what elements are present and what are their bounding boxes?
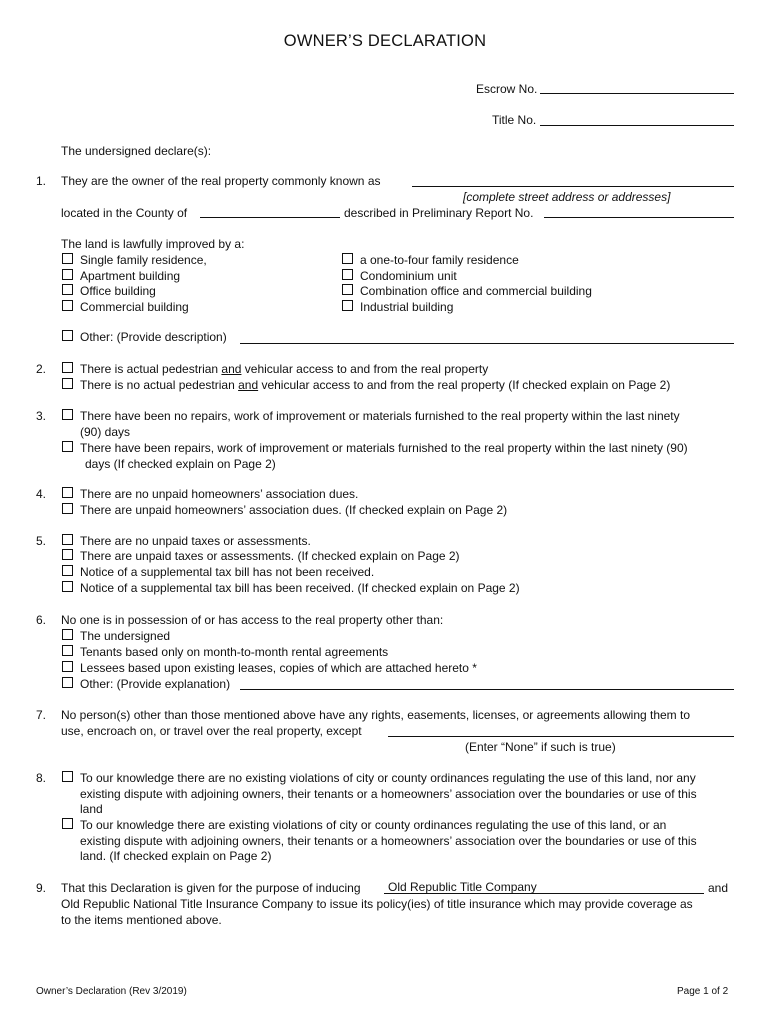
- section-9-line1-post: and: [708, 881, 729, 895]
- violations-line1: To our knowledge there are existing violations of city or county ordinances regulating the use of this land, or an: [80, 818, 667, 832]
- lessees-checkbox[interactable]: [62, 661, 73, 672]
- escrow-number-field[interactable]: [540, 93, 734, 94]
- section-8-number: 8.: [36, 771, 47, 785]
- violations-line3: land. (If checked explain on Page 2): [80, 849, 272, 863]
- violations-line2: existing dispute with adjoining owners, their tenants or a homeowners’ association over the boundaries or use of this: [80, 834, 697, 848]
- access-no-checkbox[interactable]: [62, 378, 73, 389]
- no-violations-checkbox[interactable]: [62, 771, 73, 782]
- unpaid-taxes-label: There are unpaid taxes or assessments. (If checked explain on Page 2): [80, 549, 460, 563]
- no-supplemental-bill-checkbox[interactable]: [62, 565, 73, 576]
- supplemental-bill-label: Notice of a supplemental tax bill has been received. (If checked explain on Page 2): [80, 581, 520, 595]
- property-address-field[interactable]: [412, 186, 734, 187]
- month-to-month-tenants-checkbox[interactable]: [62, 645, 73, 656]
- apartment-label: Apartment building: [80, 269, 181, 283]
- no-violations-line1: To our knowledge there are no existing violations of city or county ordinances regulating the use of this land, nor any: [80, 771, 696, 785]
- no-hoa-dues-checkbox[interactable]: [62, 487, 73, 498]
- intro-text: The undersigned declare(s):: [61, 144, 212, 158]
- repairs-label-line2: days (If checked explain on Page 2): [85, 457, 276, 471]
- no-unpaid-taxes-checkbox[interactable]: [62, 534, 73, 545]
- hoa-dues-checkbox[interactable]: [62, 503, 73, 514]
- violations-checkbox[interactable]: [62, 818, 73, 829]
- undersigned-checkbox[interactable]: [62, 629, 73, 640]
- section-2-number: 2.: [36, 362, 47, 376]
- except-field[interactable]: [388, 736, 734, 737]
- section-6-text: No one is in possession of or has access to the real property other than:: [61, 613, 444, 627]
- office-label: Office building: [80, 284, 156, 298]
- commercial-checkbox[interactable]: [62, 300, 73, 311]
- address-hint: [complete street address or addresses]: [463, 190, 671, 204]
- section-9-line1-pre: That this Declaration is given for the purpose of inducing: [61, 881, 361, 895]
- county-label: located in the County of: [61, 206, 188, 220]
- industrial-checkbox[interactable]: [342, 300, 353, 311]
- access-yes-label: There is actual pedestrian and vehicular access to and from the real property: [80, 362, 489, 376]
- combination-office-commercial-checkbox[interactable]: [342, 284, 353, 295]
- footer-page-number: Page 1 of 2: [677, 986, 729, 997]
- section-4-number: 4.: [36, 487, 47, 501]
- access-no-label: There is no actual pedestrian and vehicular access to and from the real property (If checked explain on Page 2): [80, 378, 671, 392]
- no-supplemental-bill-label: Notice of a supplemental tax bill has not been received.: [80, 565, 375, 579]
- escrow-label: Escrow No.: [476, 82, 538, 96]
- other-possession-label: Other: (Provide explanation): [80, 677, 231, 691]
- title-no-label: Title No.: [492, 113, 537, 127]
- no-violations-line3: land: [80, 802, 103, 816]
- no-repairs-checkbox[interactable]: [62, 409, 73, 420]
- one-to-four-family-checkbox[interactable]: [342, 253, 353, 264]
- no-hoa-dues-label: There are no unpaid homeowners’ association dues.: [80, 487, 359, 501]
- other-possession-checkbox[interactable]: [62, 677, 73, 688]
- commercial-label: Commercial building: [80, 300, 189, 314]
- section-7-line1: No person(s) other than those mentioned above have any rights, easements, licenses, or agreements allowing them to: [61, 708, 691, 722]
- report-label: described in Preliminary Report No.: [344, 206, 534, 220]
- month-to-month-tenants-label: Tenants based only on month-to-month rental agreements: [80, 645, 389, 659]
- no-unpaid-taxes-label: There are no unpaid taxes or assessments.: [80, 534, 311, 548]
- section-1-text: They are the owner of the real property commonly known as: [61, 174, 381, 188]
- section-7-number: 7.: [36, 708, 47, 722]
- other-improvement-field[interactable]: [240, 343, 734, 344]
- repairs-label-line1: There have been repairs, work of improvement or materials furnished to the real property within the last ninety (90): [80, 441, 688, 455]
- single-family-label: Single family residence,: [80, 253, 207, 267]
- no-repairs-label-line2: (90) days: [80, 425, 131, 439]
- section-6-number: 6.: [36, 613, 47, 627]
- lessees-label: Lessees based upon existing leases, copies of which are attached hereto *: [80, 661, 477, 675]
- other-improvement-label: Other: (Provide description): [80, 330, 227, 344]
- hoa-dues-label: There are unpaid homeowners’ association dues. (If checked explain on Page 2): [80, 503, 508, 517]
- supplemental-bill-checkbox[interactable]: [62, 581, 73, 592]
- preliminary-report-field[interactable]: [544, 217, 734, 218]
- section-9-number: 9.: [36, 881, 47, 895]
- repairs-checkbox[interactable]: [62, 441, 73, 452]
- industrial-label: Industrial building: [360, 300, 454, 314]
- title-number-field[interactable]: [540, 125, 734, 126]
- combination-office-commercial-label: Combination office and commercial building: [360, 284, 592, 298]
- section-7-line2: use, encroach on, or travel over the real property, except: [61, 724, 362, 738]
- section-3-number: 3.: [36, 409, 47, 423]
- condominium-label: Condominium unit: [360, 269, 457, 283]
- no-repairs-label-line1: There have been no repairs, work of improvement or materials furnished to the real property within the last ninety: [80, 409, 680, 423]
- office-checkbox[interactable]: [62, 284, 73, 295]
- unpaid-taxes-checkbox[interactable]: [62, 549, 73, 560]
- county-field[interactable]: [200, 217, 340, 218]
- access-yes-checkbox[interactable]: [62, 362, 73, 373]
- one-to-four-family-label: a one-to-four family residence: [360, 253, 519, 267]
- undersigned-label: The undersigned: [80, 629, 171, 643]
- footer-form-name: Owner’s Declaration (Rev 3/2019): [36, 986, 187, 997]
- no-violations-line2: existing dispute with adjoining owners, their tenants or a homeowners’ association over the boundaries or use of this: [80, 787, 697, 801]
- condominium-checkbox[interactable]: [342, 269, 353, 280]
- except-hint: (Enter “None” if such is true): [465, 740, 616, 754]
- single-family-checkbox[interactable]: [62, 253, 73, 264]
- improved-label: The land is lawfully improved by a:: [61, 237, 245, 251]
- page-title: OWNER’S DECLARATION: [283, 32, 487, 50]
- other-improvement-checkbox[interactable]: [62, 330, 73, 341]
- other-possession-field[interactable]: [240, 689, 734, 690]
- inducing-company-value: Old Republic Title Company: [388, 880, 537, 894]
- section-1-number: 1.: [36, 174, 47, 188]
- section-9-line3: to the items mentioned above.: [61, 913, 222, 927]
- apartment-checkbox[interactable]: [62, 269, 73, 280]
- section-5-number: 5.: [36, 534, 47, 548]
- section-9-line2: Old Republic National Title Insurance Company to issue its policy(ies) of title insurance which may provide coverage as: [61, 897, 693, 911]
